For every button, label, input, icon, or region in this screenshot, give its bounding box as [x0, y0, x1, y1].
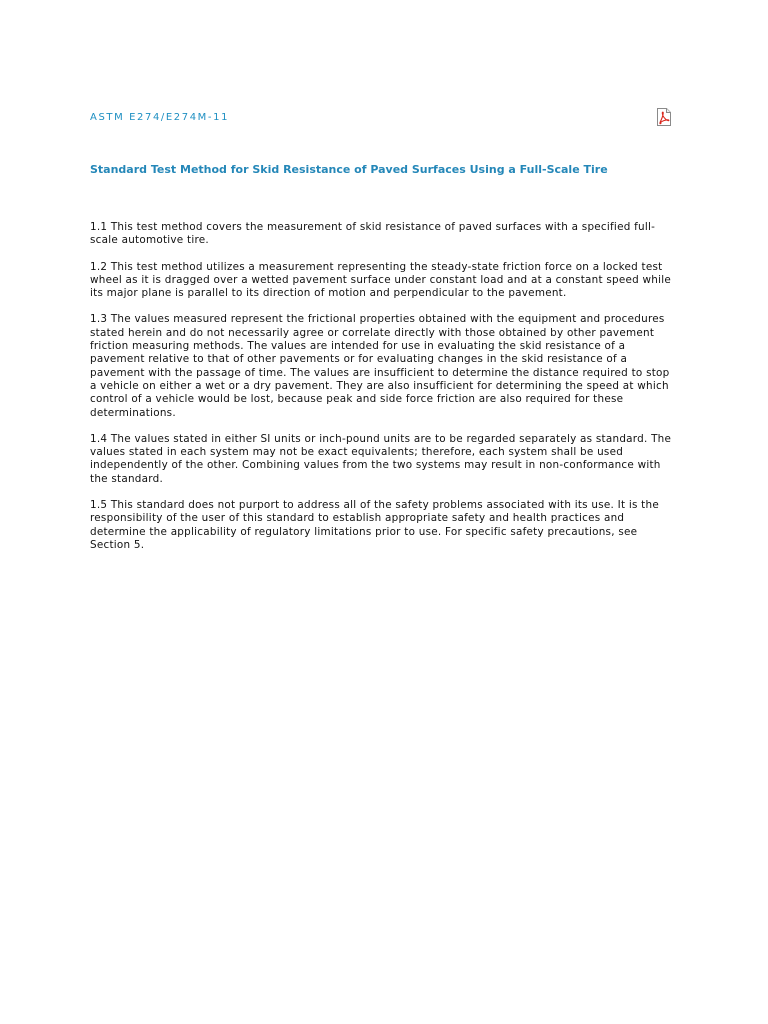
scope-section [90, 221, 678, 565]
scope-paragraph-1-5: 1.5 This standard does not purport to address all of the safety problems associated with its use. It is the responsibility of the user of this standard to establish appropriate safety and health practices and determine the applicability of regulatory limitations prior to use. For specific safety precautions, see Section 5. [90, 499, 659, 551]
scope-paragraph-1-4: 1.4 The values stated in either SI units or inch-pound units are to be regarded separately as standard. The values stated in each system may not be exact equivalents; therefore, each system shall be used independently of the other. Combining values from the two systems may result in non-conformance with the standard. [90, 432, 672, 485]
document-title: Standard Test Method for Skid Resistance of Paved Surfaces Using a Full-Scale Tire [90, 163, 608, 176]
scope-paragraph-1-3: 1.3 The values measured represent the frictional properties obtained with the equipment and procedures stated herein and do not necessarily agree or correlate directly with those obtained by other pavement friction measuring methods. The values are intended for use in evaluating the skid resistance of a pavement relative to that of other pavements or for evaluating changes in the skid resistance of a pavement with the passage of time. The values are insufficient to determine the distance required to stop a vehicle on either a wet or a dry pavement. They are also insufficient for determining the speed at which control of a vehicle would be lost, because peak and side force friction are also required for these determinations. [90, 313, 670, 419]
document-designation: ASTM E274/E274M-11 [90, 112, 230, 123]
scope-paragraph-1-1: 1.1 This test method covers the measurement of skid resistance of paved surfaces with a specified full-scale automotive tire. [90, 221, 656, 247]
scope-paragraph-1-2: 1.2 This test method utilizes a measurement representing the steady-state friction force on a locked test wheel as it is dragged over a wetted pavement surface under constant load and at a constant speed while its major plane is parallel to its direction of motion and perpendicular to the pavement. [90, 260, 672, 300]
pdf-file-icon[interactable] [656, 108, 672, 126]
